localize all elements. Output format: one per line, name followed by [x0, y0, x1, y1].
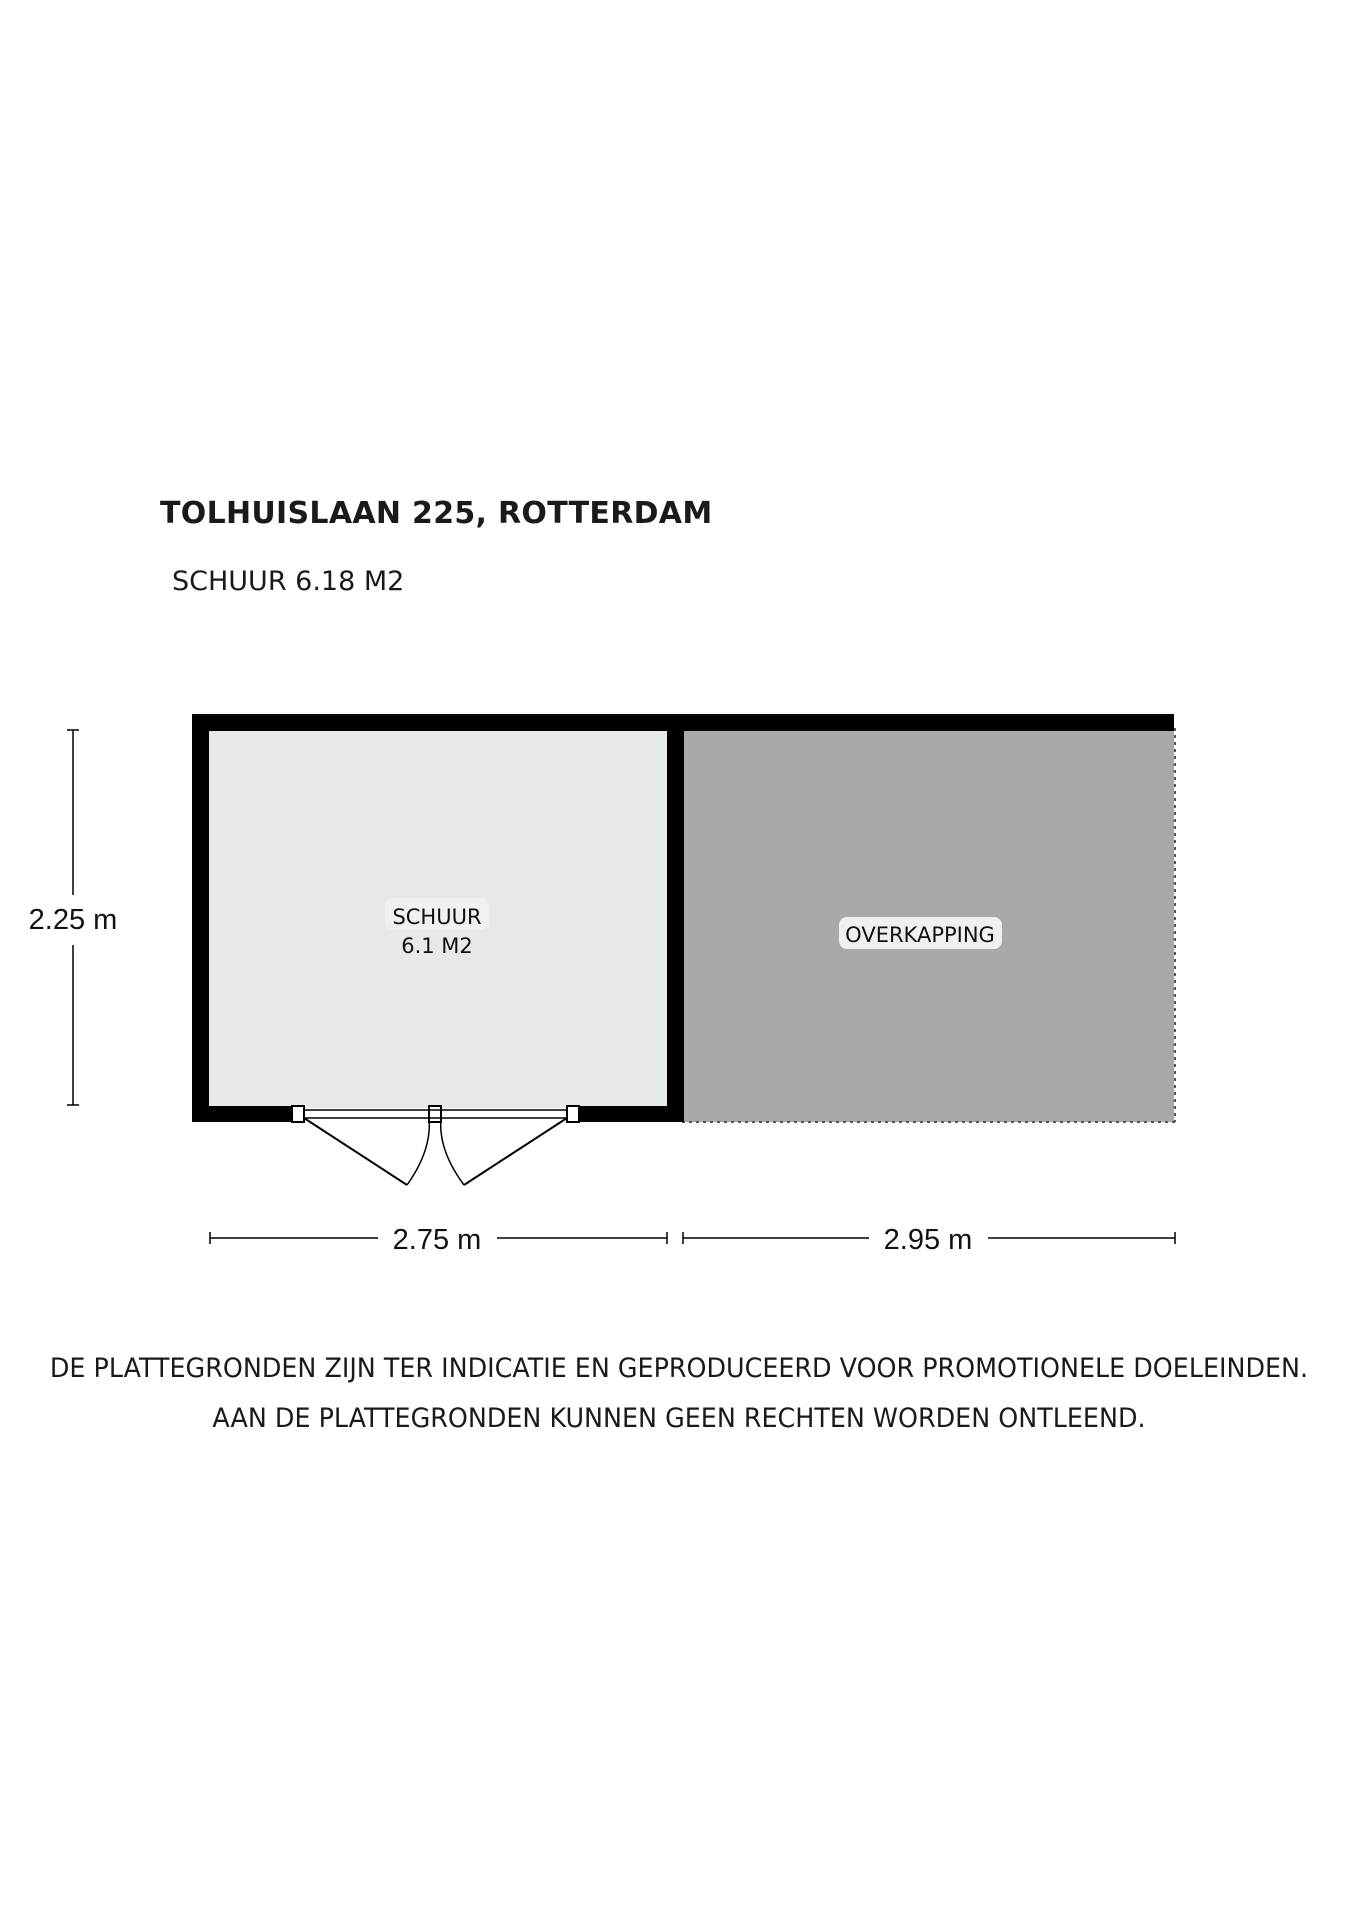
room-label-schuur: SCHUUR	[392, 905, 482, 929]
door-swing-left	[407, 1118, 429, 1185]
door-post-left	[292, 1106, 304, 1122]
room-label-overkapping: OVERKAPPING	[845, 923, 995, 947]
disclaimer-line-1: DE PLATTEGRONDEN ZIJN TER INDICATIE EN GEPRODUCEERD VOOR PROMOTIONELE DOELEINDEN.	[49, 1353, 1309, 1384]
page-title: TOLHUISLAAN 225, ROTTERDAM	[160, 496, 713, 531]
door-leaf-right	[464, 1118, 567, 1185]
dim-height-label: 2.25 m	[28, 904, 118, 936]
wall-left	[192, 714, 209, 1122]
wall-bottom-left	[192, 1106, 292, 1122]
disclaimer-line-2: AAN DE PLATTEGRONDEN KUNNEN GEEN RECHTEN WORDEN ONTLEEND.	[212, 1403, 1146, 1434]
page-subtitle: SCHUUR 6.18 M2	[172, 566, 405, 597]
door-leaf-left	[304, 1118, 407, 1185]
wall-bottom-right	[580, 1106, 684, 1122]
room-area-schuur: 6.1 M2	[401, 934, 473, 958]
door-post-center	[429, 1106, 441, 1122]
dim-width-left-label: 2.75 m	[392, 1224, 482, 1256]
dim-width-right-label: 2.95 m	[883, 1224, 973, 1256]
disclaimer	[0, 1344, 1358, 1444]
wall-middle	[667, 714, 684, 1122]
door-post-right	[567, 1106, 579, 1122]
door-swing-right	[441, 1118, 464, 1185]
